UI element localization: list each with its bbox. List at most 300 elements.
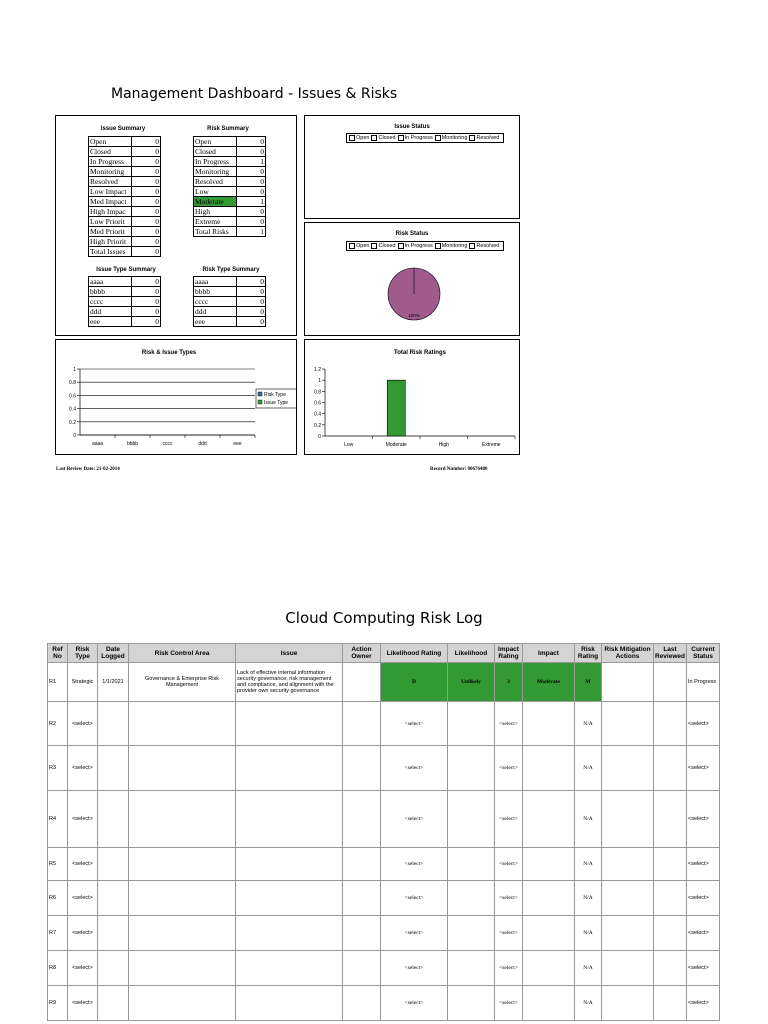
cell-date — [98, 746, 129, 791]
legend-item — [435, 134, 468, 142]
cell-irating[interactable]: <select> — [495, 791, 523, 848]
cell-reviewed — [654, 916, 687, 951]
legend-swatch — [258, 400, 262, 404]
x-tick-label: ddd — [198, 441, 207, 447]
risk-status-title: Risk Status — [395, 231, 429, 237]
summary-row — [89, 227, 161, 237]
summary-row — [194, 287, 266, 297]
summary-row — [89, 197, 161, 207]
column-header: Current Status — [687, 644, 720, 663]
summary-value: 1 — [237, 197, 266, 207]
issue-status-panel — [304, 115, 520, 219]
column-header: Ref No — [48, 644, 68, 663]
cell-irating[interactable]: <select> — [495, 848, 523, 881]
summary-row — [194, 177, 266, 187]
cell-type[interactable]: <select> — [68, 702, 98, 746]
cell-lrating[interactable]: <select> — [381, 916, 448, 951]
total-risk-ratings-chart — [305, 340, 519, 454]
cell-date — [98, 702, 129, 746]
column-header: Issue — [236, 644, 343, 663]
x-tick-label: Low — [344, 442, 354, 448]
risk-issue-types-panel — [55, 339, 297, 455]
summary-label: aaaa — [89, 277, 132, 287]
summary-value: 0 — [132, 187, 161, 197]
column-header: Action Owner — [343, 644, 381, 663]
y-tick-label: 1.2 — [314, 367, 321, 373]
legend-swatch — [469, 135, 475, 141]
summary-row — [89, 157, 161, 167]
risk-type-summary-heading: Risk Type Summary — [202, 267, 260, 273]
column-header: Likelihood Rating — [381, 644, 448, 663]
cell-area — [129, 746, 236, 791]
summary-row — [194, 157, 266, 167]
legend-item — [371, 134, 395, 142]
summary-label: High Priorit — [89, 237, 132, 247]
cell-status[interactable]: <select> — [687, 746, 720, 791]
legend-label: Closed — [378, 243, 396, 249]
summary-row — [89, 177, 161, 187]
summary-label: cccc — [194, 297, 237, 307]
summary-label: Open — [194, 137, 237, 147]
summary-label: Low Impact — [89, 187, 132, 197]
cell-rrating: N/A — [575, 881, 602, 916]
cell-owner — [343, 986, 381, 1021]
cell-mitigation — [602, 746, 654, 791]
cell-type: Strategic — [68, 663, 98, 702]
cell-date: 1/1/2021 — [98, 663, 129, 702]
cell-status: In Progress — [687, 663, 720, 702]
summary-value: 0 — [237, 217, 266, 227]
table-row — [48, 881, 720, 916]
summary-label: Moderate — [194, 197, 237, 207]
y-tick-label: 0.4 — [69, 406, 76, 413]
cell-impact — [523, 848, 575, 881]
cell-status[interactable]: <select> — [687, 848, 720, 881]
column-header: Date Logged — [98, 644, 129, 663]
table-row — [48, 663, 720, 702]
cell-rrating: N/A — [575, 702, 602, 746]
cell-irating[interactable]: <select> — [495, 746, 523, 791]
cell-lrating[interactable]: <select> — [381, 881, 448, 916]
summary-row — [194, 207, 266, 217]
cell-type[interactable]: <select> — [68, 791, 98, 848]
chart-title: Risk & Issue Types — [141, 350, 197, 356]
cell-rrating: N/A — [575, 848, 602, 881]
summary-value: 0 — [237, 177, 266, 187]
cell-rrating: M — [575, 663, 602, 702]
cell-date — [98, 848, 129, 881]
summary-value: 0 — [237, 277, 266, 287]
summary-label: bbbb — [194, 287, 237, 297]
summary-label: In Progress — [194, 157, 237, 167]
y-tick-label: 0.2 — [314, 422, 321, 429]
cell-mitigation — [602, 916, 654, 951]
risk-issue-types-chart — [56, 340, 296, 454]
cell-likelihood — [448, 986, 495, 1021]
table-row — [48, 986, 720, 1021]
column-header: Risk Rating — [575, 644, 602, 663]
summary-value: 0 — [132, 167, 161, 177]
summary-label: High Impac — [89, 207, 132, 217]
cell-irating[interactable]: <select> — [495, 951, 523, 986]
summary-value: 0 — [237, 287, 266, 297]
cell-owner — [343, 791, 381, 848]
cell-likelihood — [448, 702, 495, 746]
summary-row — [89, 207, 161, 217]
summary-row — [194, 307, 266, 317]
cell-rrating: N/A — [575, 746, 602, 791]
cell-reviewed — [654, 791, 687, 848]
risk-log-table — [47, 643, 720, 1021]
x-tick-label: cccc — [162, 441, 173, 447]
bar-moderate — [387, 380, 405, 436]
cell-rrating: N/A — [575, 986, 602, 1021]
summary-value: 0 — [237, 147, 266, 157]
summary-row — [89, 297, 161, 307]
summary-label: Med Impact — [89, 197, 132, 207]
cell-type[interactable]: <select> — [68, 881, 98, 916]
cell-type[interactable]: <select> — [68, 848, 98, 881]
summary-value: 0 — [132, 157, 161, 167]
cell-type[interactable]: <select> — [68, 746, 98, 791]
y-tick-label: 0.6 — [314, 400, 321, 407]
cell-issue — [236, 986, 343, 1021]
summary-value: 0 — [237, 207, 266, 217]
cell-lrating: D — [381, 663, 448, 702]
summary-value: 0 — [132, 237, 161, 247]
summary-value: 0 — [132, 137, 161, 147]
summary-row — [194, 277, 266, 287]
summary-value: 0 — [132, 307, 161, 317]
summary-row — [194, 167, 266, 177]
table-row — [48, 746, 720, 791]
summary-value: 0 — [237, 307, 266, 317]
legend-label: Risk Type — [264, 392, 286, 398]
x-tick-label: aaaa — [91, 441, 104, 447]
issue-type-summary-heading: Issue Type Summary — [96, 267, 156, 273]
summary-row — [89, 147, 161, 157]
cell-irating[interactable]: <select> — [495, 702, 523, 746]
summary-panel — [55, 115, 297, 336]
summary-value: 0 — [237, 167, 266, 177]
legend-label: Open — [356, 243, 370, 249]
cell-reviewed — [654, 663, 687, 702]
x-tick-label: Moderate — [385, 442, 407, 448]
cell-impact: Moderate — [523, 663, 575, 702]
cell-rrating: N/A — [575, 916, 602, 951]
summary-row — [194, 187, 266, 197]
cell-ref: R3 — [48, 746, 68, 791]
summary-label: Closed — [89, 147, 132, 157]
cell-owner — [343, 951, 381, 986]
cell-area — [129, 702, 236, 746]
summary-value: 0 — [132, 317, 161, 327]
summary-value: 0 — [237, 137, 266, 147]
summary-value: 0 — [132, 207, 161, 217]
cell-type[interactable]: <select> — [68, 951, 98, 986]
summary-label: Resolved — [89, 177, 132, 187]
cell-issue — [236, 791, 343, 848]
cell-impact — [523, 951, 575, 986]
summary-row — [194, 227, 266, 237]
column-header: Risk Mitigation Actions — [602, 644, 654, 663]
cell-area — [129, 916, 236, 951]
y-tick-label: 0.2 — [69, 419, 76, 426]
summary-value: 0 — [237, 187, 266, 197]
cell-status[interactable]: <select> — [687, 881, 720, 916]
cell-lrating[interactable]: <select> — [381, 791, 448, 848]
total-risk-ratings-panel — [304, 339, 520, 455]
cell-owner — [343, 881, 381, 916]
cell-owner — [343, 702, 381, 746]
issue-status-title: Issue Status — [394, 124, 430, 130]
cell-status[interactable]: <select> — [687, 702, 720, 746]
cell-owner — [343, 746, 381, 791]
pie-data-label: 100% — [408, 313, 420, 318]
cell-likelihood — [448, 951, 495, 986]
table-row — [48, 951, 720, 986]
y-tick-label: 0.6 — [69, 393, 76, 400]
issue-summary-table — [88, 136, 161, 257]
summary-label: cccc — [89, 297, 132, 307]
summary-row — [89, 167, 161, 177]
cell-rrating: N/A — [575, 791, 602, 848]
summary-label: Low Priorit — [89, 217, 132, 227]
cell-likelihood — [448, 848, 495, 881]
cell-lrating[interactable]: <select> — [381, 848, 448, 881]
column-header: Impact — [523, 644, 575, 663]
cell-issue — [236, 951, 343, 986]
cell-irating: 3 — [495, 663, 523, 702]
summary-value: 0 — [132, 247, 161, 257]
summary-label: eee — [194, 317, 237, 327]
cell-lrating[interactable]: <select> — [381, 702, 448, 746]
cell-date — [98, 881, 129, 916]
column-header: Risk Control Area — [129, 644, 236, 663]
summary-row — [89, 187, 161, 197]
summary-row — [89, 217, 161, 227]
legend-item — [398, 134, 433, 142]
issue-type-summary-table — [88, 276, 161, 327]
cell-issue — [236, 916, 343, 951]
column-header: Likelihood — [448, 644, 495, 663]
legend-label: In Progress — [404, 135, 433, 141]
table-row — [48, 848, 720, 881]
summary-value: 0 — [132, 177, 161, 187]
risk-status-pie-chart — [305, 223, 519, 335]
table-row — [48, 791, 720, 848]
summary-row — [89, 277, 161, 287]
cell-lrating[interactable]: <select> — [381, 951, 448, 986]
cell-area — [129, 881, 236, 916]
cell-status[interactable]: <select> — [687, 951, 720, 986]
risk-type-summary-table — [193, 276, 266, 327]
cell-mitigation — [602, 848, 654, 881]
cell-type[interactable]: <select> — [68, 986, 98, 1021]
cell-mitigation — [602, 791, 654, 848]
cell-reviewed — [654, 986, 687, 1021]
y-tick-label: 0.4 — [314, 411, 321, 418]
summary-value: 0 — [132, 297, 161, 307]
risk-status-panel — [304, 222, 520, 336]
summary-row — [194, 147, 266, 157]
cell-likelihood — [448, 881, 495, 916]
legend-label: Open — [356, 135, 370, 141]
cell-lrating[interactable]: <select> — [381, 986, 448, 1021]
summary-value: 0 — [132, 217, 161, 227]
cell-ref: R7 — [48, 916, 68, 951]
x-tick-label: Extreme — [481, 442, 501, 448]
chart-title: Total Risk Ratings — [394, 350, 446, 356]
issue-summary-heading: Issue Summary — [100, 126, 146, 132]
y-tick-label: 0 — [73, 433, 76, 439]
cell-ref: R1 — [48, 663, 68, 702]
cell-ref: R5 — [48, 848, 68, 881]
legend-swatch — [258, 392, 262, 396]
cell-mitigation — [602, 986, 654, 1021]
cell-status[interactable]: <select> — [687, 986, 720, 1021]
legend-item — [349, 134, 369, 142]
summary-label: In Progress — [89, 157, 132, 167]
summary-label: eee — [89, 317, 132, 327]
cell-issue: Lack of effective internal information security governance, risk management and compliance, and alignment with the provider own security governance — [236, 663, 343, 702]
cell-owner — [343, 663, 381, 702]
summary-label: Low — [194, 187, 237, 197]
legend-label: Monitoring — [441, 135, 468, 141]
y-tick-label: 0.8 — [69, 380, 76, 387]
summary-value: 0 — [132, 227, 161, 237]
summary-row — [194, 197, 266, 207]
cell-area — [129, 951, 236, 986]
summary-value: 1 — [237, 157, 266, 167]
record-number: Record Number: 00676480 — [430, 467, 488, 472]
cell-ref: R2 — [48, 702, 68, 746]
cell-reviewed — [654, 702, 687, 746]
cell-area: Governance & Enterprise Risk Management — [129, 663, 236, 702]
legend-swatch — [398, 135, 404, 141]
cell-status[interactable]: <select> — [687, 916, 720, 951]
column-header: Risk Type — [68, 644, 98, 663]
summary-value: 0 — [132, 287, 161, 297]
cell-ref: R9 — [48, 986, 68, 1021]
y-tick-label: 1 — [318, 378, 321, 385]
cell-impact — [523, 702, 575, 746]
y-tick-label: 0.8 — [314, 389, 321, 396]
summary-row — [89, 237, 161, 247]
cell-date — [98, 791, 129, 848]
legend-swatch — [435, 135, 441, 141]
summary-row — [89, 317, 161, 327]
cell-impact — [523, 746, 575, 791]
summary-label: bbbb — [89, 287, 132, 297]
legend-swatch — [349, 135, 355, 141]
risk-summary-table — [193, 136, 266, 237]
last-review-date: Last Review Date: 21-02-2014 — [56, 467, 120, 472]
x-tick-label: High — [438, 442, 449, 448]
cell-reviewed — [654, 746, 687, 791]
legend-label: Resolved — [476, 243, 500, 249]
summary-value: 1 — [237, 227, 266, 237]
cell-reviewed — [654, 951, 687, 986]
summary-row — [89, 247, 161, 257]
cell-impact — [523, 791, 575, 848]
summary-label: Monitoring — [89, 167, 132, 177]
summary-label: Total Risks — [194, 227, 237, 237]
summary-row — [89, 287, 161, 297]
summary-label: ddd — [194, 307, 237, 317]
cell-likelihood — [448, 916, 495, 951]
dashboard-title: Management Dashboard - Issues & Risks — [111, 86, 398, 102]
summary-label: Open — [89, 137, 132, 147]
y-tick-label: 1 — [73, 367, 76, 373]
column-header: Impact Rating — [495, 644, 523, 663]
cell-ref: R4 — [48, 791, 68, 848]
cell-likelihood — [448, 746, 495, 791]
cell-likelihood — [448, 791, 495, 848]
cell-issue — [236, 848, 343, 881]
summary-row — [194, 217, 266, 227]
summary-label: Extreme — [194, 217, 237, 227]
summary-row — [194, 297, 266, 307]
risk-log-title: Cloud Computing Risk Log — [285, 609, 483, 627]
cell-area — [129, 986, 236, 1021]
summary-label: Monitoring — [194, 167, 237, 177]
legend-label: Resolved — [476, 135, 500, 141]
cell-mitigation — [602, 881, 654, 916]
cell-irating[interactable]: <select> — [495, 916, 523, 951]
cell-mitigation — [602, 951, 654, 986]
summary-label: High — [194, 207, 237, 217]
cell-date — [98, 951, 129, 986]
cell-mitigation — [602, 663, 654, 702]
cell-likelihood: Unlikely — [448, 663, 495, 702]
cell-date — [98, 916, 129, 951]
legend-item — [469, 134, 499, 142]
cell-irating[interactable]: <select> — [495, 986, 523, 1021]
summary-value: 0 — [132, 277, 161, 287]
cell-area — [129, 848, 236, 881]
summary-value: 0 — [132, 197, 161, 207]
legend-label: Monitoring — [441, 243, 468, 249]
summary-value: 0 — [237, 317, 266, 327]
cell-impact — [523, 986, 575, 1021]
summary-value: 0 — [237, 297, 266, 307]
cell-irating[interactable]: <select> — [495, 881, 523, 916]
summary-label: Med Priorit — [89, 227, 132, 237]
cell-impact — [523, 881, 575, 916]
table-row — [48, 916, 720, 951]
column-header: Last Reviewed — [654, 644, 687, 663]
cell-ref: R6 — [48, 881, 68, 916]
cell-issue — [236, 702, 343, 746]
cell-lrating[interactable]: <select> — [381, 746, 448, 791]
summary-label: ddd — [89, 307, 132, 317]
legend-label: Closed — [378, 135, 396, 141]
issue-status-legend — [346, 133, 504, 143]
legend-swatch — [371, 135, 377, 141]
cell-issue — [236, 746, 343, 791]
cell-reviewed — [654, 881, 687, 916]
cell-status[interactable]: <select> — [687, 791, 720, 848]
summary-row — [89, 137, 161, 147]
risk-summary-heading: Risk Summary — [207, 126, 249, 132]
cell-ref: R8 — [48, 951, 68, 986]
summary-value: 0 — [132, 147, 161, 157]
legend-label: In Progress — [404, 243, 433, 249]
summary-row — [194, 137, 266, 147]
cell-type[interactable]: <select> — [68, 916, 98, 951]
cell-mitigation — [602, 702, 654, 746]
